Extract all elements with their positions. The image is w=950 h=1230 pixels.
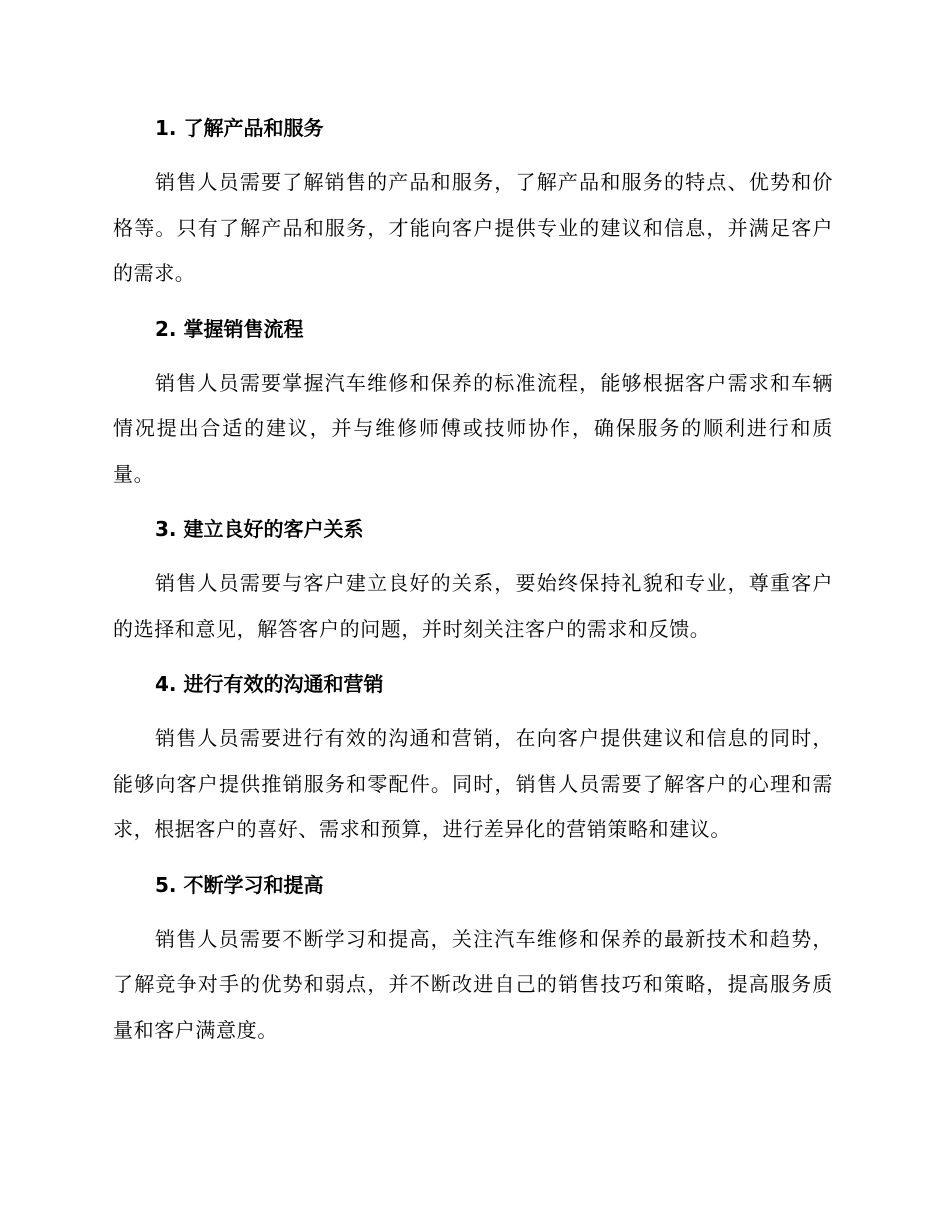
document-content (113, 110, 833, 1067)
section-3 (113, 511, 833, 652)
section-heading: 4. 进行有效的沟通和营销 (155, 672, 384, 696)
section-paragraph: 销售人员需要掌握汽车维修和保养的标准流程，能够根据客户需求和车辆情况提出合适的建议，并与维修师傅或技师协作，确保服务的顺利进行和质量。 (113, 370, 833, 486)
section-paragraph: 销售人员需要不断学习和提高，关注汽车维修和保养的最新技术和趋势，了解竞争对手的优势和弱点，并不断改进自己的销售技巧和策略，提高服务质量和客户满意度。 (113, 926, 833, 1042)
section-paragraph: 销售人员需要与客户建立良好的关系，要始终保持礼貌和专业，尊重客户的选择和意见，解答客户的问题，并时刻关注客户的需求和反馈。 (113, 571, 833, 641)
section-paragraph: 销售人员需要进行有效的沟通和营销，在向客户提供建议和信息的同时，能够向客户提供推销服务和零配件。同时，销售人员需要了解客户的心理和需求，根据客户的喜好、需求和预算，进行差异化的营销策略和建议。 (113, 726, 833, 841)
section-heading: 3. 建立良好的客户关系 (155, 517, 364, 541)
section-heading: 1. 了解产品和服务 (155, 116, 324, 140)
section-4 (113, 666, 833, 853)
section-5 (113, 867, 833, 1054)
section-1 (113, 110, 833, 297)
section-paragraph: 销售人员需要了解销售的产品和服务，了解产品和服务的特点、优势和价格等。只有了解产品和服务，才能向客户提供专业的建议和信息，并满足客户的需求。 (113, 170, 833, 285)
section-2 (113, 311, 833, 498)
section-heading: 5. 不断学习和提高 (155, 872, 324, 897)
section-heading: 2. 掌握销售流程 (155, 316, 304, 341)
